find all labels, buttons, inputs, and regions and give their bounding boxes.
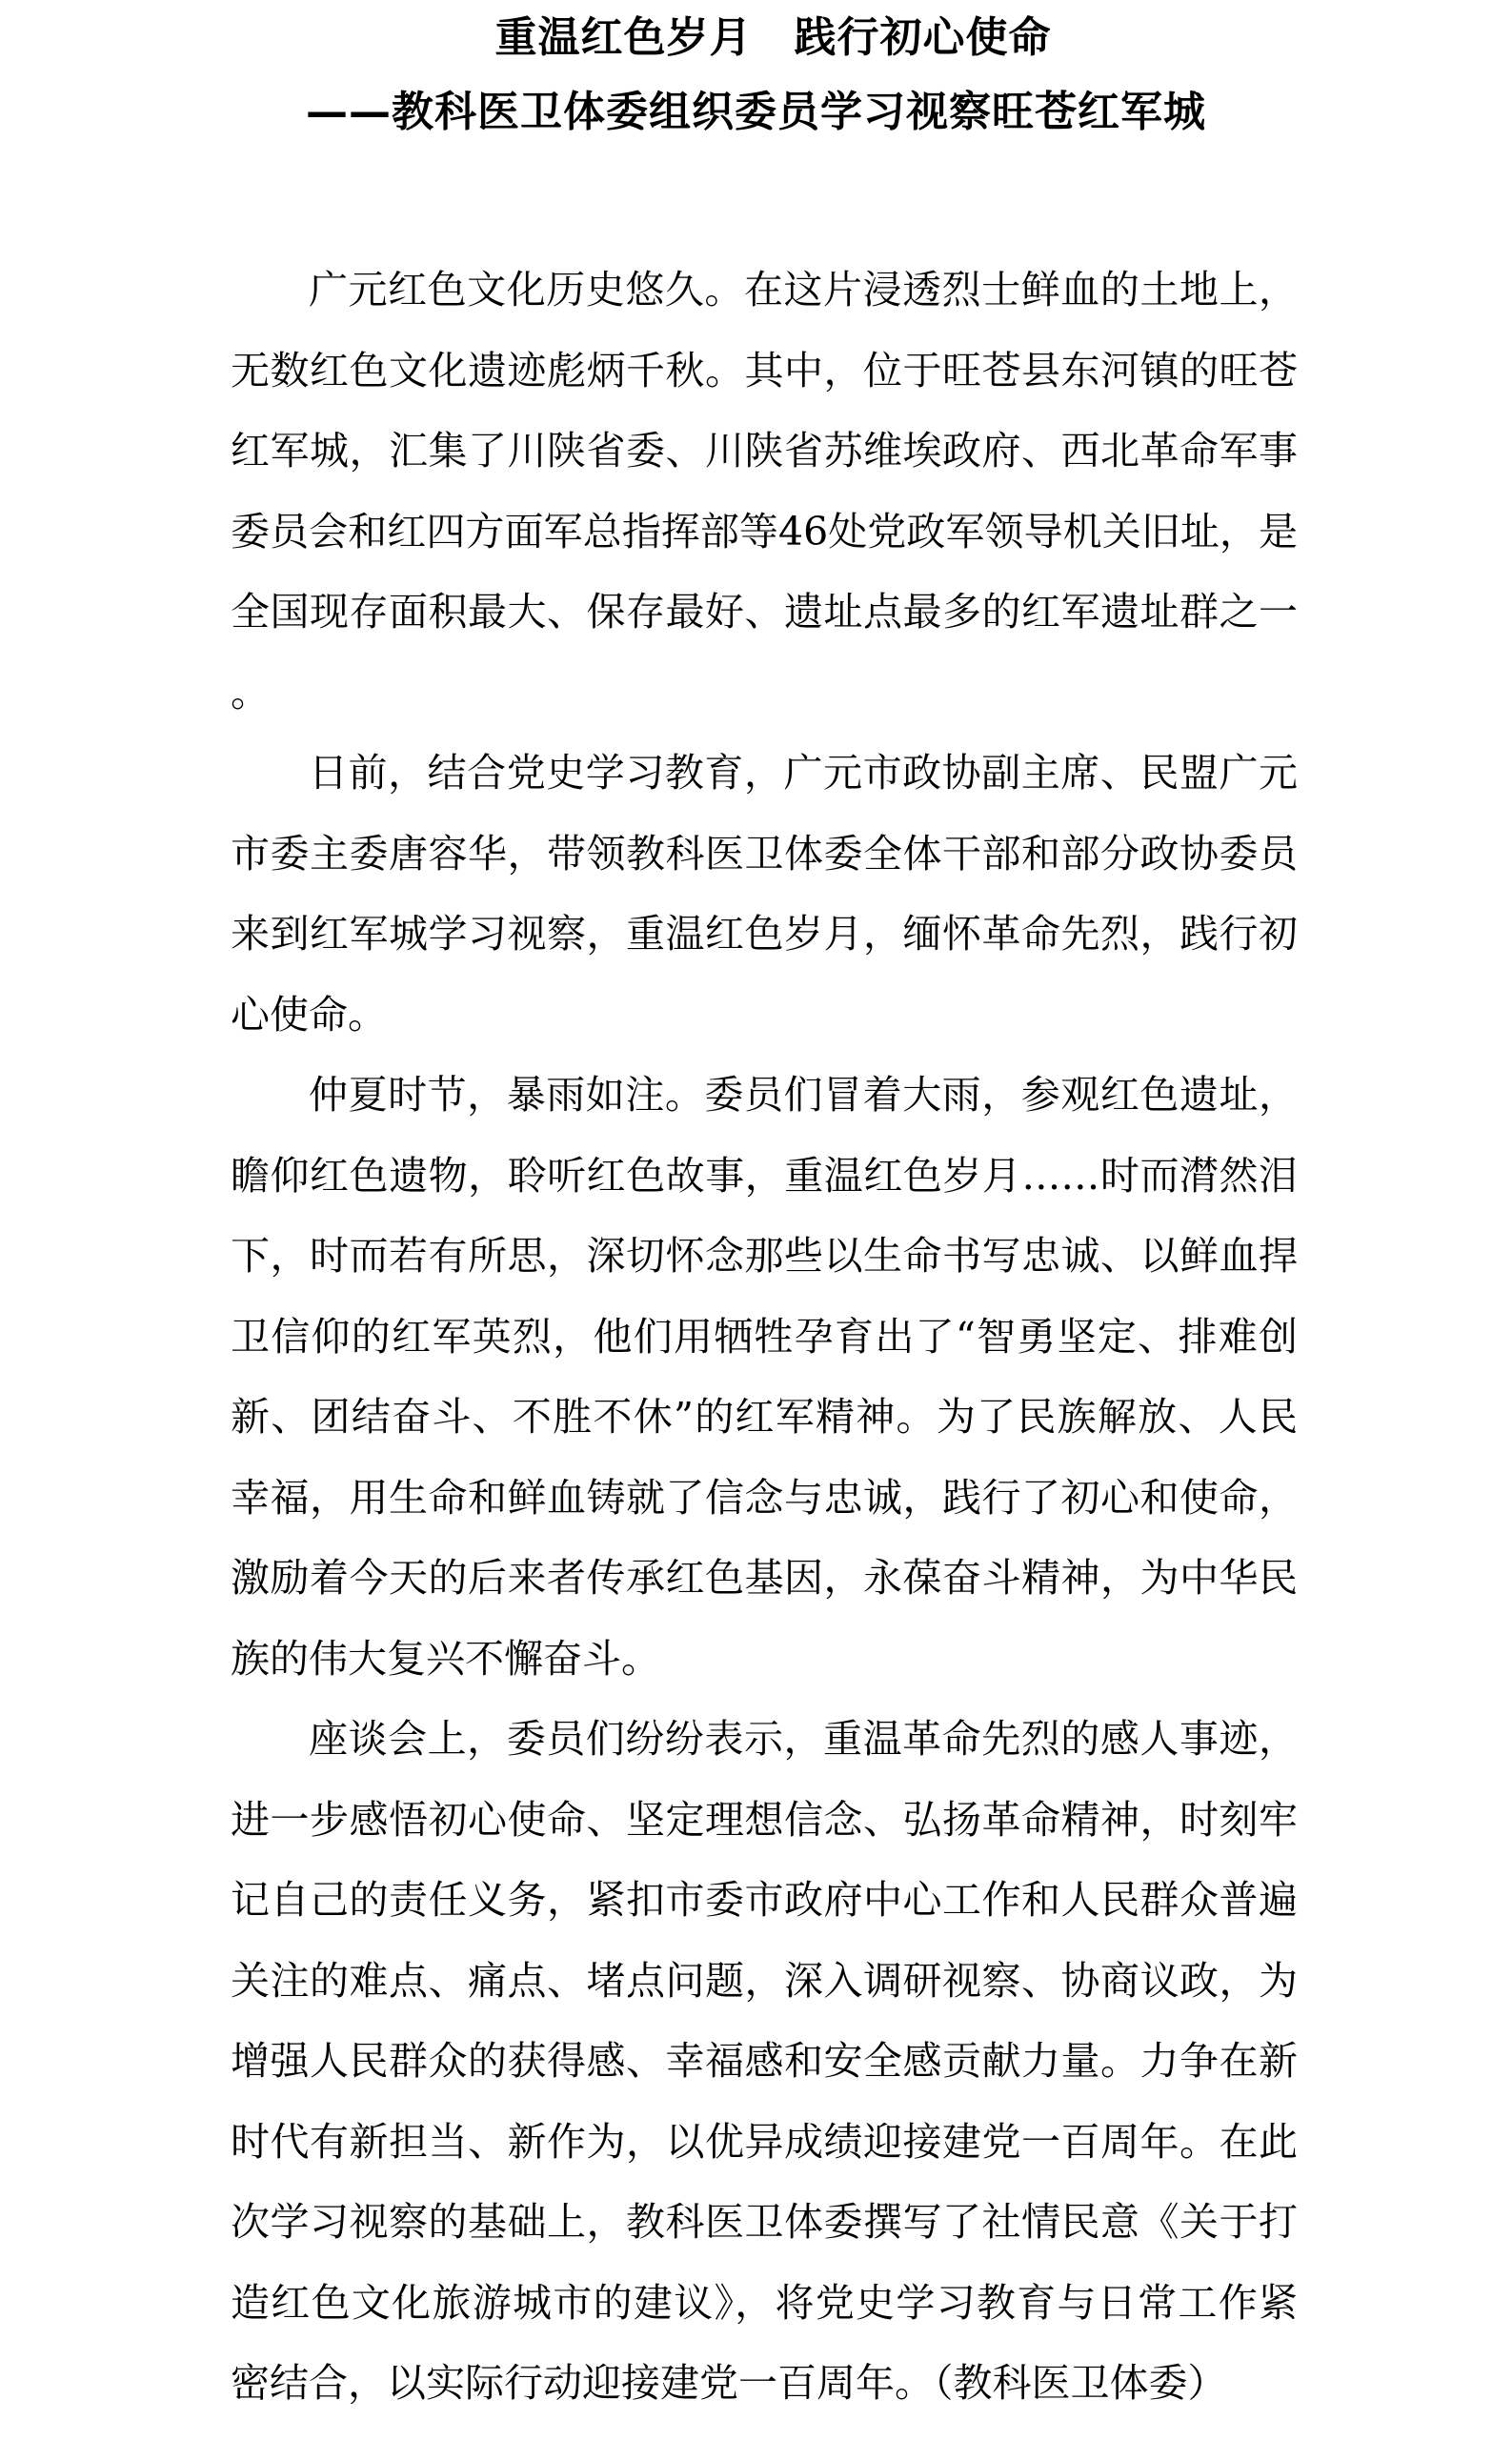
paragraph-4: 座谈会上，委员们纷纷表示，重温革命先烈的感人事迹，进一步感悟初心使命、坚定理想信念、弘扬革命精神，时刻牢记自己的责任义务，紧扣市委市政府中心工作和人民群众普遍关注的难点、痛点、堵点问题，深入调研视察、协商议政，为增强人民群众的获得感、幸福感和安全感贡献力量。力争在新时代有新担当、新作为，以优异成绩迎接建党一百周年。在此次学习视察的基础上，教科医卫体委撰写了社情民意《关于打造红色文化旅游城市的建议》，将党史学习教育与日常工作紧密结合，以实际行动迎接建党一百周年。（教科医卫体委） bbox=[231, 1716, 1298, 2406]
document-subtitle: ——教科医卫体委组织委员学习视察旺苍红军城 bbox=[306, 88, 1206, 136]
paragraph-1: 广元红色文化历史悠久。在这片浸透烈士鲜血的土地上，无数红色文化遗迹彪炳千秋。其中，位于旺苍县东河镇的旺苍红军城，汇集了川陕省委、川陕省苏维埃政府、西北革命军事委员会和红四方面军总指挥部等46处党政军领导机关旧址，是全国现存面积最大、保存最好、遗址点最多的红军遗址群之一。 bbox=[231, 267, 1298, 716]
title-part-1: 重温红色岁月 bbox=[494, 13, 753, 62]
document-body bbox=[231, 250, 1298, 2424]
document-title bbox=[17, 13, 1512, 62]
paragraph-3: 仲夏时节，暴雨如注。委员们冒着大雨，参观红色遗址，瞻仰红色遗物，聆听红色故事，重温红色岁月……时而潸然泪下，时而若有所思，深切怀念那些以生命书写忠诚、以鲜血捍卫信仰的红军英烈，他们用牺牲孕育出了“智勇坚定、排难创新、团结奋斗、不胜不休”的红军精神。为了民族解放、人民幸福，用生命和鲜血铸就了信念与忠诚，践行了初心和使命，激励着今天的后来者传承红色基因，永葆奋斗精神，为中华民族的伟大复兴不懈奋斗。 bbox=[231, 1072, 1298, 1682]
title-part-2: 践行初心使命 bbox=[794, 13, 1052, 62]
paragraph-2: 日前，结合党史学习教育，广元市政协副主席、民盟广元市委主委唐容华，带领教科医卫体委全体干部和部分政协委员来到红军城学习视察，重温红色岁月，缅怀革命先烈，践行初心使命。 bbox=[231, 750, 1298, 1038]
